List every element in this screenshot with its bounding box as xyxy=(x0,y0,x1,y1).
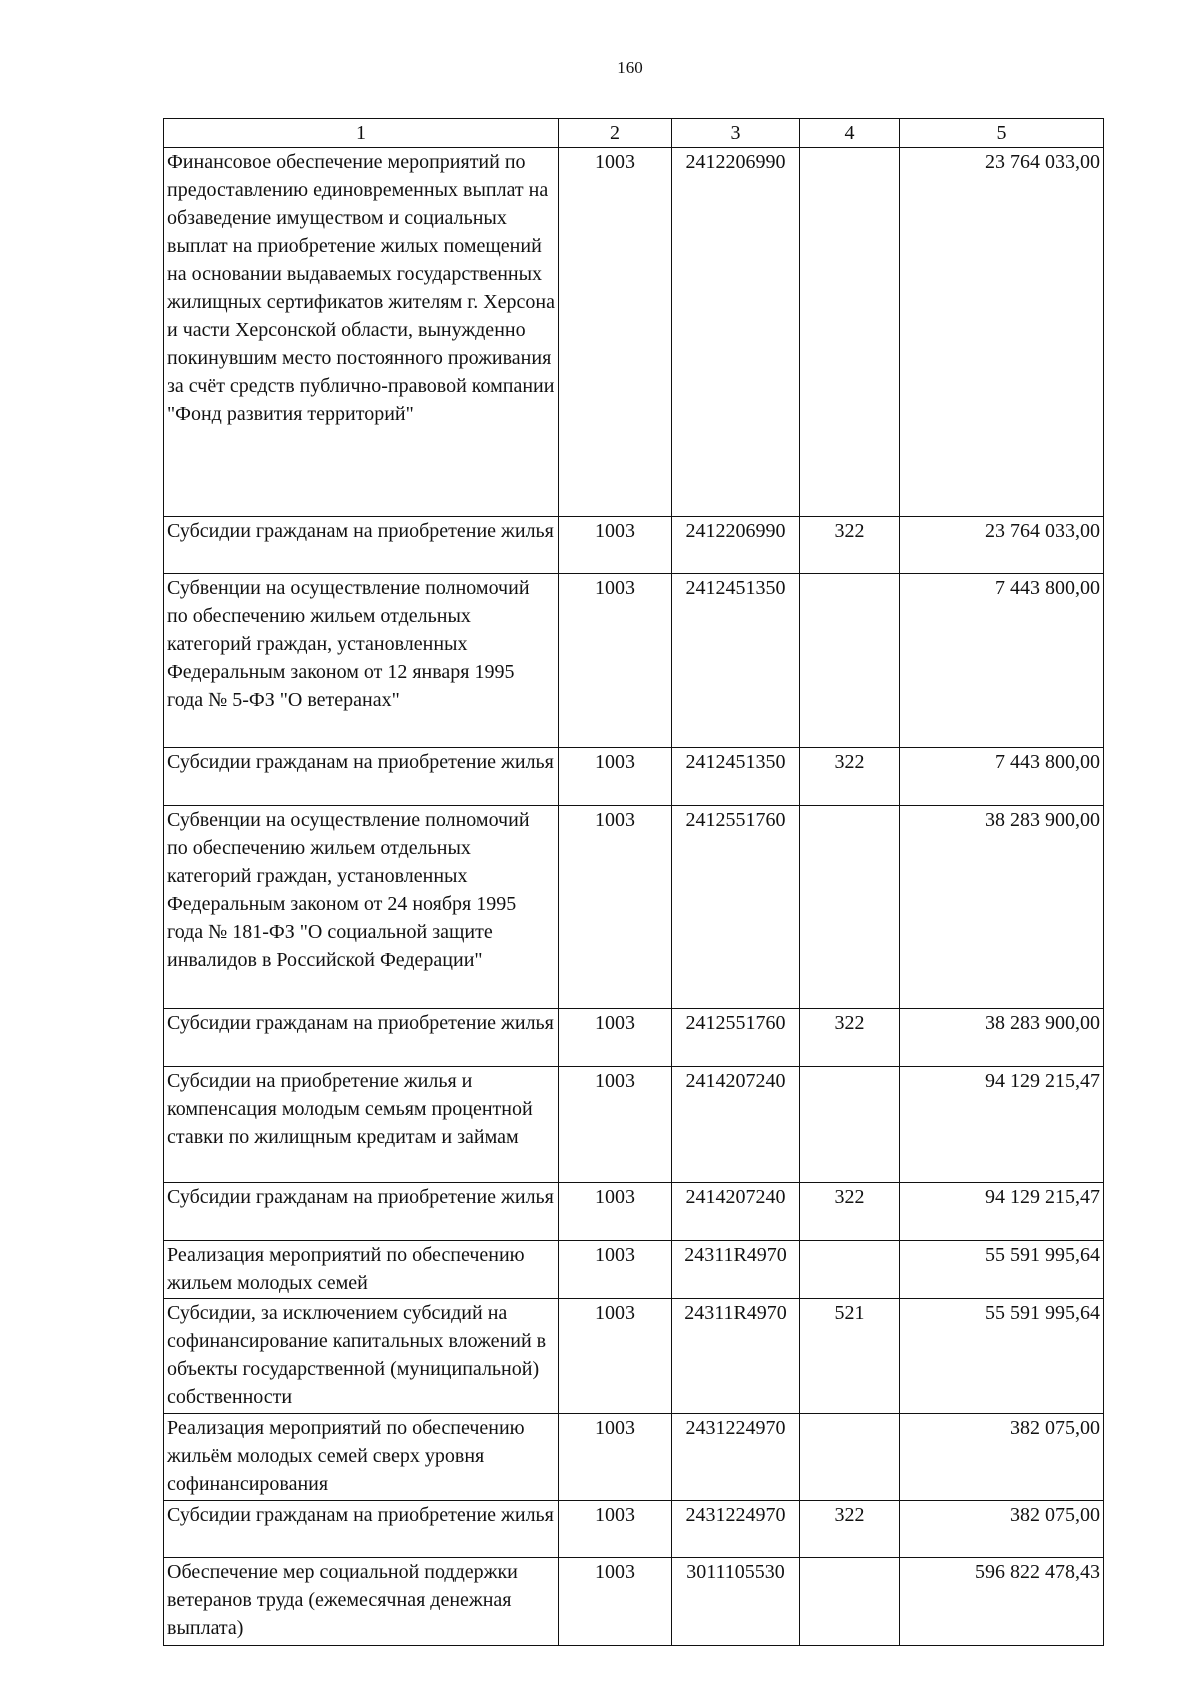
row-target: 2412551760 xyxy=(672,806,800,1009)
row-target: 2412551760 xyxy=(672,1009,800,1067)
budget-table xyxy=(163,118,1104,1646)
header-cell-4: 4 xyxy=(800,119,900,148)
row-amount: 7 443 800,00 xyxy=(900,748,1104,806)
row-expense-type xyxy=(800,574,900,748)
row-amount: 23 764 033,00 xyxy=(900,517,1104,574)
row-target: 2431224970 xyxy=(672,1501,800,1558)
row-expense-type xyxy=(800,1067,900,1183)
row-section: 1003 xyxy=(559,517,672,574)
page-number: 160 xyxy=(617,58,643,77)
row-amount: 55 591 995,64 xyxy=(900,1241,1104,1299)
header-cell-1: 1 xyxy=(164,119,559,148)
table-row xyxy=(164,1558,1104,1646)
row-section: 1003 xyxy=(559,148,672,517)
row-target: 24311R4970 xyxy=(672,1299,800,1414)
row-name: Субсидии, за исключением субсидий на софинансирование капитальных вложений в объекты государственной (муниципальной) собственности xyxy=(164,1299,559,1414)
row-name: Реализация мероприятий по обеспечению жильём молодых семей сверх уровня софинансирования xyxy=(164,1414,559,1501)
row-section: 1003 xyxy=(559,1241,672,1299)
table-row xyxy=(164,748,1104,806)
header-cell-3: 3 xyxy=(672,119,800,148)
row-expense-type xyxy=(800,1241,900,1299)
row-section: 1003 xyxy=(559,1009,672,1067)
row-section: 1003 xyxy=(559,1299,672,1414)
row-section: 1003 xyxy=(559,748,672,806)
row-amount: 596 822 478,43 xyxy=(900,1558,1104,1646)
row-name: Субвенции на осуществление полномочий по обеспечению жильем отдельных категорий граждан, установленных Федеральным законом от 24 ноября 1995 года № 181-ФЗ "О социальной защите инвалидов в Российской Федерации" xyxy=(164,806,559,1009)
row-name: Реализация мероприятий по обеспечению жильем молодых семей xyxy=(164,1241,559,1299)
row-target: 2412206990 xyxy=(672,517,800,574)
row-target: 2431224970 xyxy=(672,1414,800,1501)
table-row xyxy=(164,1241,1104,1299)
table-row xyxy=(164,1009,1104,1067)
table-row xyxy=(164,148,1104,517)
row-name: Субсидии на приобретение жилья и компенсация молодым семьям процентной ставки по жилищным кредитам и займам xyxy=(164,1067,559,1183)
row-section: 1003 xyxy=(559,1414,672,1501)
row-section: 1003 xyxy=(559,1183,672,1241)
row-amount: 94 129 215,47 xyxy=(900,1067,1104,1183)
table-row xyxy=(164,1299,1104,1414)
row-amount: 55 591 995,64 xyxy=(900,1299,1104,1414)
row-amount: 38 283 900,00 xyxy=(900,806,1104,1009)
table-row xyxy=(164,574,1104,748)
table-row xyxy=(164,1067,1104,1183)
row-target: 2412451350 xyxy=(672,748,800,806)
row-expense-type xyxy=(800,806,900,1009)
row-name: Субвенции на осуществление полномочий по обеспечению жильем отдельных категорий граждан, установленных Федеральным законом от 12 января 1995 года № 5-ФЗ "О ветеранах" xyxy=(164,574,559,748)
row-name: Субсидии гражданам на приобретение жилья xyxy=(164,1183,559,1241)
row-name: Субсидии гражданам на приобретение жилья xyxy=(164,1009,559,1067)
row-amount: 23 764 033,00 xyxy=(900,148,1104,517)
row-section: 1003 xyxy=(559,1067,672,1183)
row-expense-type: 322 xyxy=(800,748,900,806)
row-expense-type: 521 xyxy=(800,1299,900,1414)
row-target: 2412451350 xyxy=(672,574,800,748)
row-target: 2414207240 xyxy=(672,1183,800,1241)
row-target: 3011105530 xyxy=(672,1558,800,1646)
row-expense-type xyxy=(800,1414,900,1501)
row-amount: 382 075,00 xyxy=(900,1501,1104,1558)
row-expense-type: 322 xyxy=(800,517,900,574)
row-name: Субсидии гражданам на приобретение жилья xyxy=(164,1501,559,1558)
row-expense-type: 322 xyxy=(800,1501,900,1558)
row-name: Субсидии гражданам на приобретение жилья xyxy=(164,748,559,806)
row-section: 1003 xyxy=(559,1501,672,1558)
row-target: 24311R4970 xyxy=(672,1241,800,1299)
row-amount: 38 283 900,00 xyxy=(900,1009,1104,1067)
row-name: Финансовое обеспечение мероприятий по предоставлению единовременных выплат на обзаведение имуществом и социальных выплат на приобретение жилых помещений на основании выдаваемых государственных жилищных сертификатов жителям г. Херсона и части Херсонской области, вынужденно покинувшим место постоянного проживания за счёт средств публично-правовой компании "Фонд развития территорий" xyxy=(164,148,559,517)
table-row xyxy=(164,517,1104,574)
row-expense-type: 322 xyxy=(800,1009,900,1067)
table-row xyxy=(164,1501,1104,1558)
row-target: 2412206990 xyxy=(672,148,800,517)
row-expense-type: 322 xyxy=(800,1183,900,1241)
row-section: 1003 xyxy=(559,574,672,748)
row-amount: 7 443 800,00 xyxy=(900,574,1104,748)
header-cell-2: 2 xyxy=(559,119,672,148)
row-amount: 382 075,00 xyxy=(900,1414,1104,1501)
row-expense-type xyxy=(800,148,900,517)
row-expense-type xyxy=(800,1558,900,1646)
row-target: 2414207240 xyxy=(672,1067,800,1183)
table-row xyxy=(164,806,1104,1009)
row-section: 1003 xyxy=(559,806,672,1009)
row-name: Субсидии гражданам на приобретение жилья xyxy=(164,517,559,574)
table-row xyxy=(164,1183,1104,1241)
table-row xyxy=(164,1414,1104,1501)
row-section: 1003 xyxy=(559,1558,672,1646)
row-amount: 94 129 215,47 xyxy=(900,1183,1104,1241)
header-cell-5: 5 xyxy=(900,119,1104,148)
header-row xyxy=(164,119,1104,148)
row-name: Обеспечение мер социальной поддержки ветеранов труда (ежемесячная денежная выплата) xyxy=(164,1558,559,1646)
